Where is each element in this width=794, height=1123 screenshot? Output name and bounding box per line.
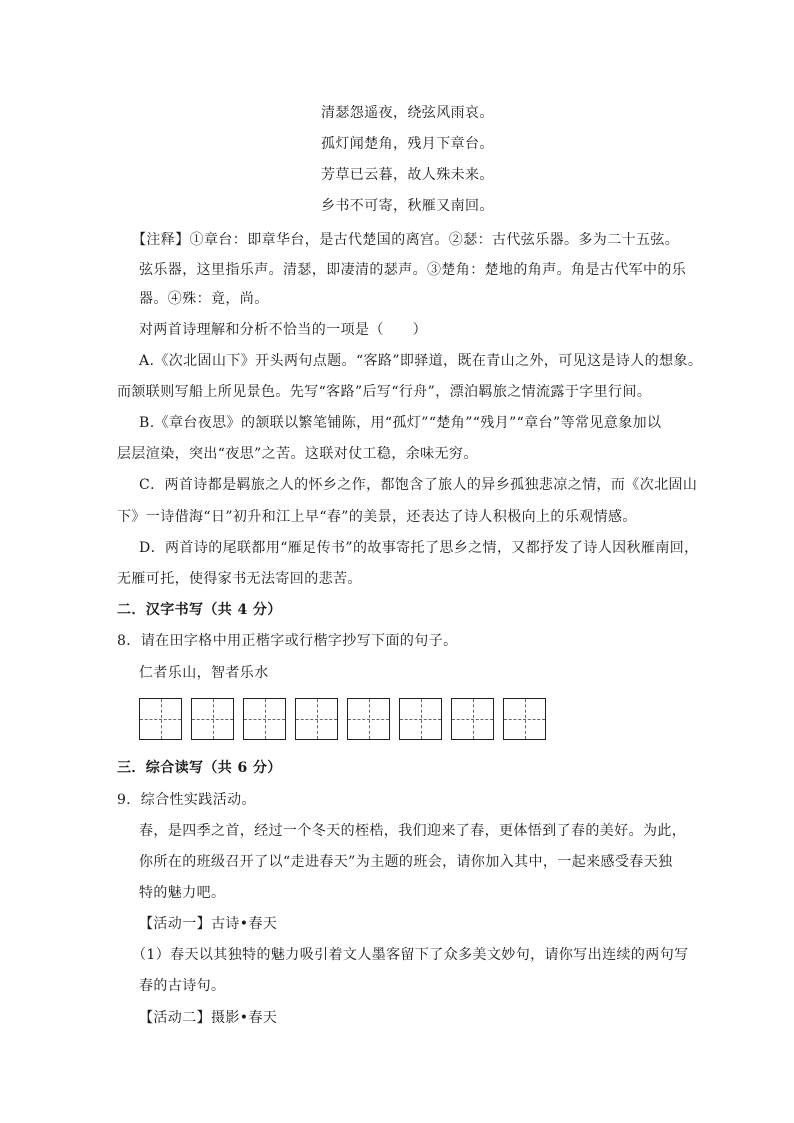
- tianzige-cell[interactable]: [347, 698, 390, 740]
- activity-1-heading: 【活动一】古诗•春天: [139, 916, 278, 932]
- activity-2-heading: 【活动二】摄影•春天: [139, 1010, 278, 1026]
- task-1: （1）春天以其独特的魅力吸引着文人墨客留下了众多美文妙句，请你写出连续的两句写: [132, 947, 689, 963]
- notes-line: 弦乐器，这里指乐声。清瑟，即凄清的瑟声。③楚角：楚地的角声。角是古代军中的乐: [139, 262, 687, 278]
- question-9: 9．综合性实践活动。: [117, 792, 256, 808]
- option-c: C．两首诗都是羁旅之人的怀乡之作，都饱含了旅人的异乡孤独悲凉之情，而《次北固山: [139, 477, 698, 493]
- option-d-cont: 无雁可托，使得家书无法寄回的悲苦。: [117, 571, 362, 587]
- tianzige-cell[interactable]: [243, 698, 286, 740]
- notes-line: 器。④殊：竟，尚。: [139, 291, 269, 307]
- section-heading: 三．综合读写（共 6 分）: [117, 760, 282, 776]
- poem-line: 清瑟怨遥夜，绕弦风雨哀。: [321, 105, 494, 121]
- tianzige-cell[interactable]: [295, 698, 338, 740]
- poem-line: 乡书不可寄，秋雁又南回。: [321, 198, 494, 214]
- tianzige-cell[interactable]: [191, 698, 234, 740]
- tianzige-cell[interactable]: [451, 698, 494, 740]
- option-c-cont: 下》一诗借海“日”初升和江上早“春”的美景，还表达了诗人积极向上的乐观情感。: [117, 509, 637, 525]
- tianzige-cell[interactable]: [399, 698, 442, 740]
- question-stem: 对两首诗理解和分析不恰当的一项是（ ）: [139, 322, 427, 338]
- tianzige-cell[interactable]: [139, 698, 182, 740]
- copy-sentence: 仁者乐山，智者乐水: [139, 665, 269, 681]
- option-d: D．两首诗的尾联都用“雁足传书”的故事寄托了思乡之情，又都抒发了诗人因秋雁南回，: [139, 540, 699, 556]
- poem-line: 孤灯闻楚角，残月下章台。: [321, 136, 494, 152]
- option-b-cont: 层层渲染，突出“夜思”之苦。这联对仗工稳，余味无穷。: [117, 446, 478, 462]
- intro-line: 春，是四季之首，经过一个冬天的桎梏，我们迎来了春，更体悟到了春的美好。为此，: [139, 823, 687, 839]
- option-a-cont: 而颔联则写船上所见景色。先写“客路”后写“行舟”，漂泊羁旅之情流露于字里行间。: [117, 384, 652, 400]
- tianzige-cell[interactable]: [503, 698, 546, 740]
- task-1-cont: 春的古诗句。: [139, 978, 226, 994]
- intro-line: 特的魅力吧。: [139, 885, 226, 901]
- section-heading: 二．汉字书写（共 4 分）: [117, 602, 282, 618]
- option-b: B.《章台夜思》的颔联以繁笔铺陈，用“孤灯”“楚角”“残月”“章台”等常见意象加以: [139, 415, 662, 431]
- option-a: A.《次北固山下》开头两句点题。“客路”即驿道，既在青山之外，可见这是诗人的想象。: [139, 353, 703, 369]
- intro-line: 你所在的班级召开了以“走进春天”为主题的班会，请你加入其中，一起来感受春天独: [139, 854, 673, 870]
- notes-line: 【注释】①章台：即章华台，是古代楚国的离宫。②瑟：古代弦乐器。多为二十五弦。: [132, 232, 680, 248]
- poem-line: 芳草已云暮，故人殊未来。: [321, 167, 494, 183]
- question-8: 8．请在田字格中用正楷字或行楷字抄写下面的句子。: [117, 633, 458, 649]
